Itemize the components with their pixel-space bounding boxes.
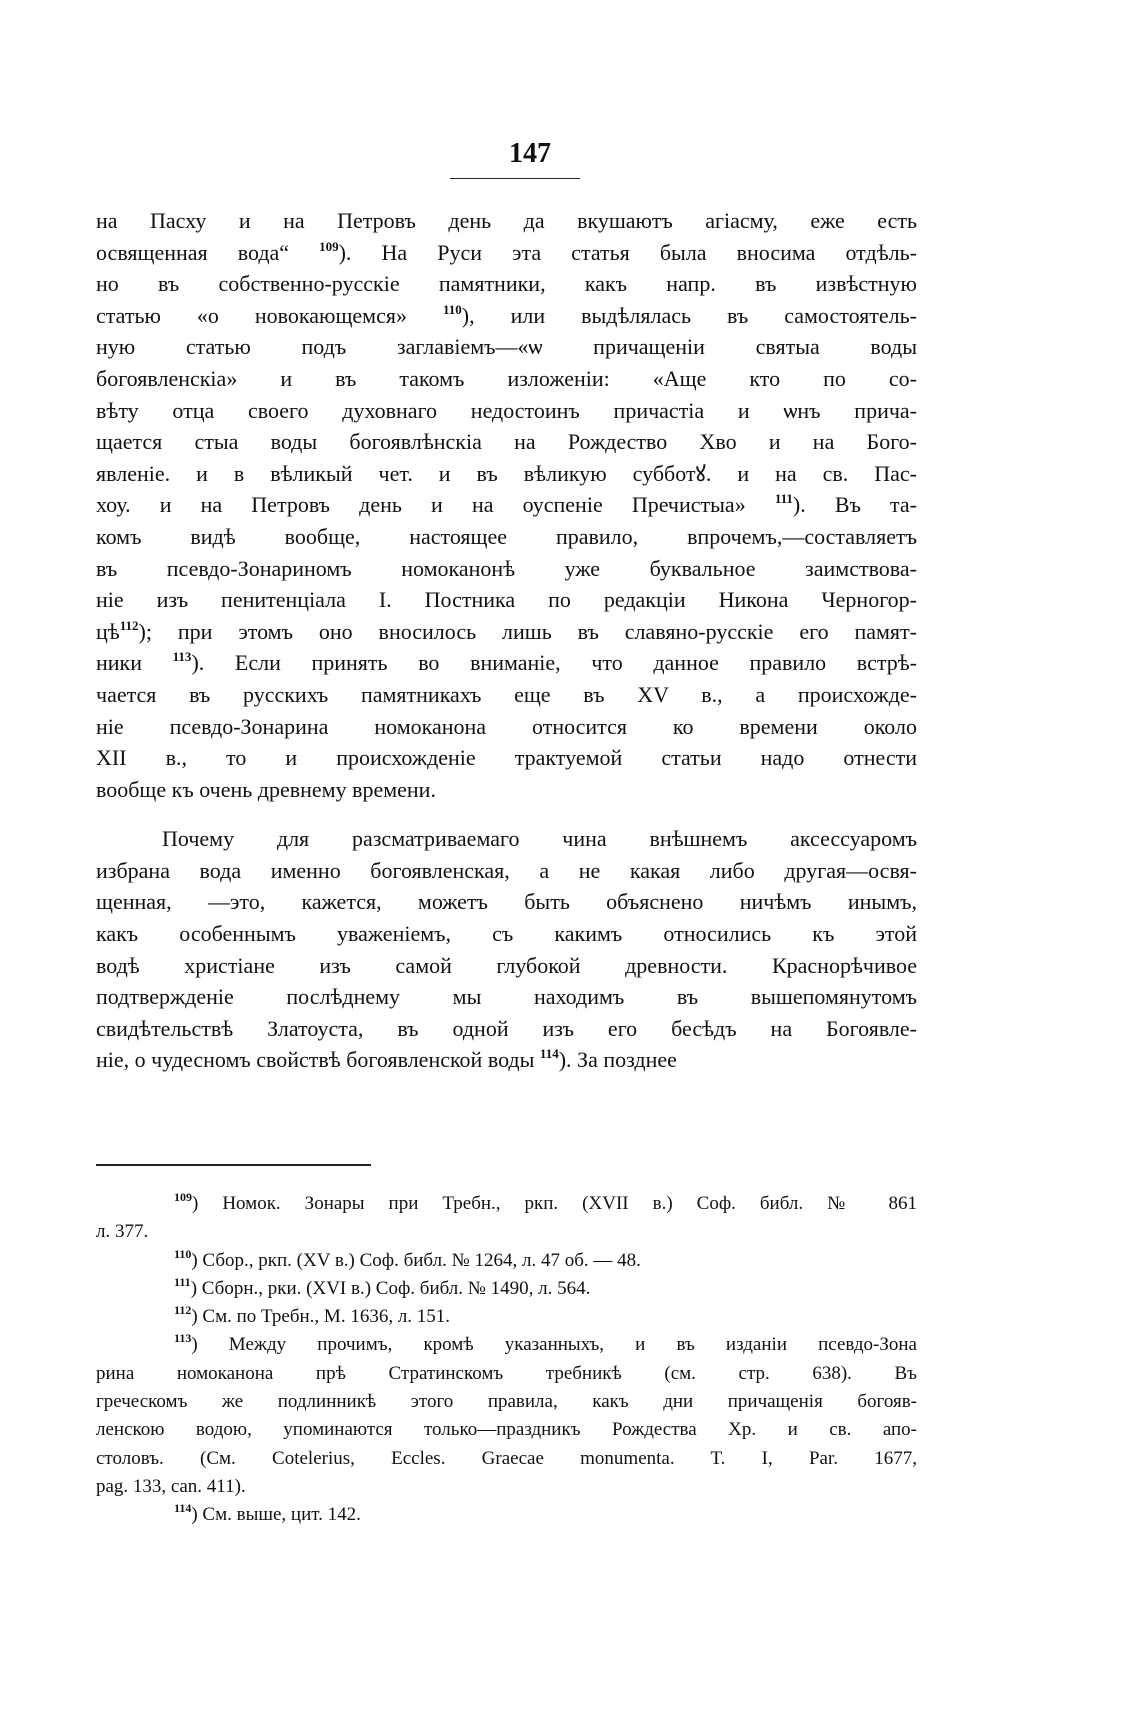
text-run: щенная, —это, кажется, можетъ быть объяснено ничѣмъ инымъ,: [96, 889, 917, 915]
text-run: статью «о новокающемся»: [96, 302, 443, 328]
text-run: вѣту отца своего духовнаго недостоинъ причастіа и ѡнъ прича-: [96, 397, 917, 423]
text-line: [96, 774, 917, 806]
text-run: ) Сборн., рки. (XVI в.) Соф. библ. № 1490, л. 564.: [190, 1277, 591, 1299]
text-line: [96, 489, 917, 521]
text-line: [96, 395, 917, 427]
text-line: [96, 426, 917, 458]
footnote-line: [96, 1190, 917, 1218]
footnote-line: [96, 1501, 917, 1529]
text-line: [96, 711, 917, 743]
text-run: водѣ христіане изъ самой глубокой древности. Краснорѣчивое: [96, 952, 917, 978]
text-run: ). За позднее: [558, 1047, 677, 1073]
text-run: ніе изъ пенитенціала І. Постника по редакціи Никона Черногор-: [96, 587, 917, 613]
text-run: но въ собственно-русскіе памятники, какъ напр. въ извѣстную: [96, 271, 917, 297]
text-run: освященная вода“: [96, 239, 320, 265]
text-run: хоу. и на Петровъ день и на оуспеніе Пречистыа»: [96, 492, 775, 518]
text-line: [96, 237, 917, 269]
text-run: л. 377.: [96, 1221, 149, 1243]
text-run: ); при этомъ оно вносилось лишь въ славяно-русскіе его памят-: [138, 618, 917, 644]
footnote-reference: 113: [174, 1331, 192, 1346]
text-run: рина номоканона прѣ Стратинскомъ требникѣ (см. стр. 638). Въ: [96, 1362, 917, 1384]
text-run: ). Если принять во вниманіе, что данное правило встрѣ-: [191, 650, 917, 676]
text-run: ники: [96, 650, 173, 676]
text-line: [96, 886, 917, 918]
text-line: [96, 742, 917, 774]
text-run: цѣ: [96, 618, 120, 644]
text-run: ленскою водою, упоминаются только—праздникъ Рождества Хр. и св. апо-: [96, 1419, 917, 1441]
text-line: [96, 855, 917, 887]
text-run: XII в., то и происхожденіе трактуемой статьи надо отнести: [96, 745, 917, 771]
text-run: столовъ. (См. Cotelerius, Eccles. Graecae monumenta. T. I, Par. 1677,: [96, 1447, 917, 1469]
footnote-reference: 111: [174, 1274, 191, 1289]
text-run: чается въ русскихъ памятникахъ еще въ XV в., а происхожде-: [96, 681, 917, 707]
footnote-line: [96, 1331, 917, 1359]
text-run: греческомъ же подлинникѣ этого правила, какъ дни причащенія богояв-: [96, 1391, 917, 1413]
text-run: вообще къ очень древнему времени.: [96, 776, 436, 802]
text-run: ). На Руси эта статья была вносима отдѣль-: [338, 239, 917, 265]
text-run: какъ особеннымъ уваженіемъ, съ какимъ относились къ этой: [96, 921, 917, 947]
page-number-rule: [450, 178, 580, 179]
text-run: въ псевдо-Зонариномъ номоканонѣ уже буквальное заимствова-: [96, 555, 917, 581]
text-line: [96, 363, 917, 395]
text-line: [96, 300, 917, 332]
text-line: [96, 950, 917, 982]
text-run: на Пасху и на Петровъ день да вкушаютъ агіасму, еже есть: [96, 208, 917, 233]
text-run: щается стыа воды богоявлѣнскіа на Рождество Хво и на Бого-: [96, 429, 917, 455]
text-line: [96, 679, 917, 711]
footnote-reference: 111: [774, 491, 793, 507]
text-run: ) Номок. Зонары при Требн., ркп. (XVII в.) Соф. библ. № 861: [192, 1193, 917, 1214]
footnote-reference: 112: [119, 617, 139, 633]
text-run: ніе псевдо-Зонарина номоканона относится ко времени около: [96, 713, 917, 739]
text-line: [96, 584, 917, 616]
text-run: свидѣтельствѣ Златоуста, въ одной изъ его бесѣдъ на Богоявле-: [96, 1015, 917, 1041]
text-run: pag. 133, can. 411).: [96, 1475, 246, 1497]
text-run: явленіе. и в вѣликый чет. и въ вѣликую субботꙋ. и на св. Пас-: [96, 460, 917, 486]
footnote-reference: 109: [319, 238, 339, 254]
footnote-reference: 110: [174, 1246, 192, 1261]
text-line: [96, 616, 917, 648]
text-run: богоявленскіа» и въ такомъ изложеніи: «Аще кто по со-: [96, 365, 917, 391]
text-line: [96, 331, 917, 363]
text-line: [96, 823, 917, 855]
text-run: комъ видѣ вообще, настоящее правило, впрочемъ,—составляетъ: [96, 523, 917, 549]
text-run: ) Сбор., ркп. (XV в.) Соф. библ. № 1264, л. 47 об. — 48.: [191, 1249, 641, 1271]
text-line: [96, 458, 917, 490]
footnote-reference: 110: [442, 301, 462, 317]
text-run: ) См. по Требн., М. 1636, л. 151.: [191, 1306, 451, 1328]
paragraph-gap: [96, 805, 917, 823]
footnote-reference: 112: [174, 1303, 192, 1318]
text-line: [96, 521, 917, 553]
text-line: [96, 1044, 917, 1076]
text-line: [96, 1013, 917, 1045]
footnote-reference: 113: [172, 649, 192, 665]
footnote-line: [96, 1473, 917, 1501]
text-run: избрана вода именно богоявленская, а не какая либо другая—освя-: [96, 857, 917, 883]
text-run: ную статью подъ заглавіемъ—«ѡ причащеніи святыа воды: [96, 334, 917, 360]
footnote-reference: 109: [174, 1190, 192, 1204]
body-text: [96, 205, 917, 1076]
text-line: [96, 981, 917, 1013]
text-line: [96, 918, 917, 950]
text-run: ), или выдѣлялась въ самостоятель-: [461, 302, 917, 328]
paragraph: [96, 823, 917, 1076]
text-run: Почему для разсматриваемаго чина внѣшнемъ аксессуаромъ: [162, 826, 917, 852]
footnotes: [96, 1190, 917, 1530]
footnote-line: [96, 1303, 917, 1331]
text-run: подтвержденіе послѣднему мы находимъ въ вышепомянутомъ: [96, 984, 917, 1010]
text-line: [96, 553, 917, 585]
text-run: ). Въ та-: [792, 492, 917, 518]
page-number: 147: [509, 138, 551, 169]
footnotes-separator: [96, 1164, 371, 1166]
footnote-line: [96, 1275, 917, 1303]
text-line: [96, 205, 917, 237]
text-run: ) Между прочимъ, кромѣ указанныхъ, и въ изданіи псевдо-Зона: [191, 1334, 917, 1356]
text-run: ) См. выше, цит. 142.: [191, 1504, 361, 1526]
footnote-reference: 114: [174, 1501, 192, 1516]
footnote-line: [96, 1360, 917, 1388]
footnote-line: [96, 1445, 917, 1473]
footnote-line: [96, 1247, 917, 1275]
text-line: [96, 268, 917, 300]
text-run: ніе, о чудесномъ свойствѣ богоявленской воды: [96, 1047, 540, 1073]
footnote-reference: 114: [539, 1046, 559, 1062]
paragraph: [96, 205, 917, 805]
text-line: [96, 647, 917, 679]
footnote-line: [96, 1416, 917, 1444]
footnote-line: [96, 1388, 917, 1416]
footnote-line: [96, 1218, 917, 1246]
